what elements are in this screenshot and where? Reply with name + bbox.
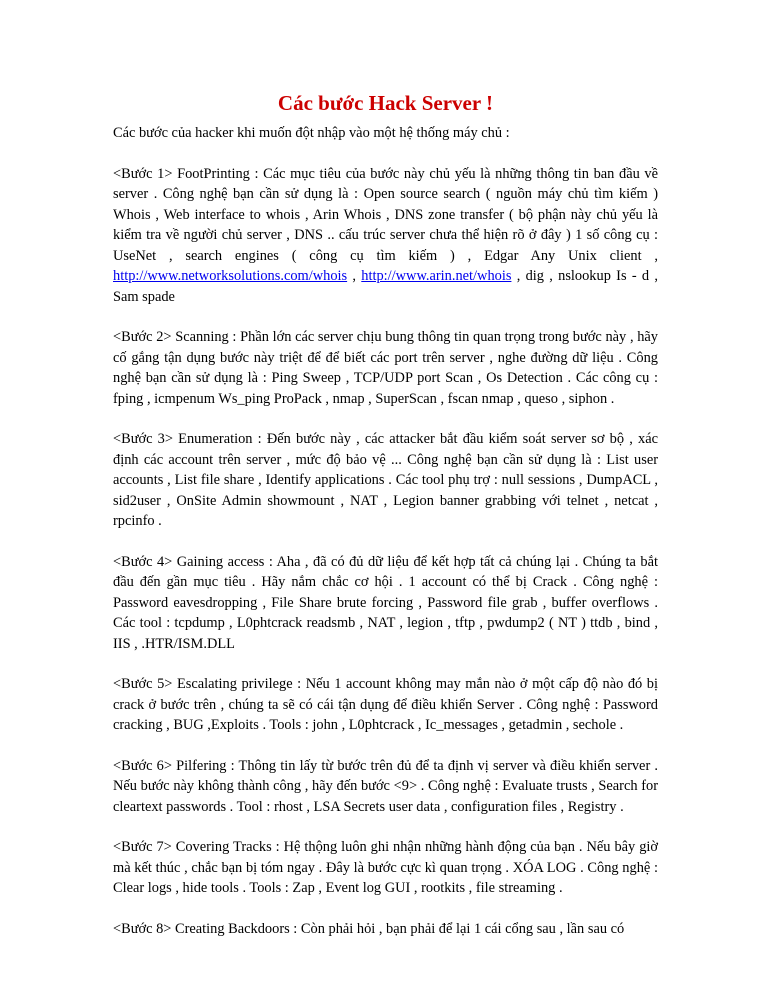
- step-1-paragraph: [113, 164, 658, 308]
- step-1-tail-text: , dig , nslookup Is - d , Sam spade: [113, 268, 658, 305]
- networksolutions-whois-link[interactable]: http://www.networksolutions.com/whois: [113, 268, 348, 284]
- step-8-paragraph: <Bước 8> Creating Backdoors : Còn phải hỏi , bạn phải để lại 1 cái cổng sau , lần sau có: [113, 920, 625, 937]
- step-6-paragraph: <Bước 6> Pilfering : Thông tin lấy từ bước trên đủ để ta định vị server và điều khiển server . Nếu bước này không thành công , hãy đến bước <9> . Công nghệ : Evaluate trusts , Search for cleartext passwords . Tool : rhost , LSA Secrets user data , configuration files , Registry .: [113, 757, 658, 815]
- step-7-paragraph: <Bước 7> Covering Tracks : Hệ thộng luôn ghi nhận những hành động của bạn . Nếu bây giờ mà kết thúc , chắc bạn bị tóm ngay . Đây là bước cực kì quan trọng . XÓA LOG . Công nghệ : Clear logs , hide tools . Tools : Zap , Event log GUI , rootkits , file streaming .: [113, 839, 658, 896]
- step-4-paragraph: <Bước 4> Gaining access : Aha , đã có đủ dữ liệu để kết hợp tất cả chúng lại . Chúng ta bắt đầu đến gần mục tiêu . Hãy nắm chắc cơ hội . 1 account có thể bị Crack . Công nghệ : Password eavesdropping , File Share brute forcing , Password file grab , buffer overflows . Các tool : tcpdump , L0phtcrack readsmb , NAT , legion , tftp , pwdump2 ( NT ) ttdb , bind , IIS , .HTR/ISM.DLL: [113, 553, 658, 652]
- document-page: [113, 88, 658, 959]
- step-3-paragraph: <Bước 3> Enumeration : Đến bước này , các attacker bắt đầu kiểm soát server sơ bộ , xác định các account trên server , mức độ bảo vệ ... Công nghệ bạn cần sử dụng là : List user accounts , List file share , Identify applications . Các tool phụ trợ : null sessions , DumpACL , sid2user , OnSite Admin showmount , NAT , Legion banner grabbing với telnet , netcat , rpcinfo .: [113, 431, 658, 529]
- arin-whois-link[interactable]: http://www.arin.net/whois: [361, 268, 512, 284]
- step-1-text: <Bước 1> FootPrinting : Các mục tiêu của bước này chủ yếu là những thông tin ban đầu về server . Công nghệ bạn cần sử dụng là : Open source search ( nguồn máy chủ tìm kiếm ) Whois , Web interface to whois , Arin Whois , DNS zone transfer ( bộ phận này chủ yếu là kiểm tra về người chủ server , DNS .. cấu trúc server chưa thể hiện rõ ở đây ) 1 số công cụ : UseNet , search engines ( công cụ tìm kiếm ) , Edgar Any Unix client ,: [113, 165, 658, 264]
- intro-paragraph: Các bước của hacker khi muốn đột nhập vào một hệ thống máy chủ :: [113, 125, 510, 141]
- document-title: Các bước Hack Server !: [277, 91, 494, 115]
- step-2-paragraph: <Bước 2> Scanning : Phần lớn các server chịu bung thông tin quan trọng trong bước này , hãy cố gắng tận dụng bước này triệt để để biết các port trên server , nghe đường dữ liệu . Công nghệ bạn cần sử dụng là : Ping Sweep , TCP/UDP port Scan , Os Detection . Các công cụ : fping , icmpenum Ws_ping ProPack , nmap , SuperScan , fscan nmap , queso , siphon .: [113, 329, 658, 407]
- link-separator: ,: [352, 268, 356, 284]
- step-5-paragraph: <Bước 5> Escalating privilege : Nếu 1 account không may mắn nào ở một cấp độ nào đó bị crack ở bước trên , chúng ta sẽ có cái tận dụng để điều khiển Server . Công nghệ : Password cracking , BUG ,Exploits . Tools : john , L0phtcrack , Ic_messages , getadmin , sechole .: [113, 676, 658, 733]
